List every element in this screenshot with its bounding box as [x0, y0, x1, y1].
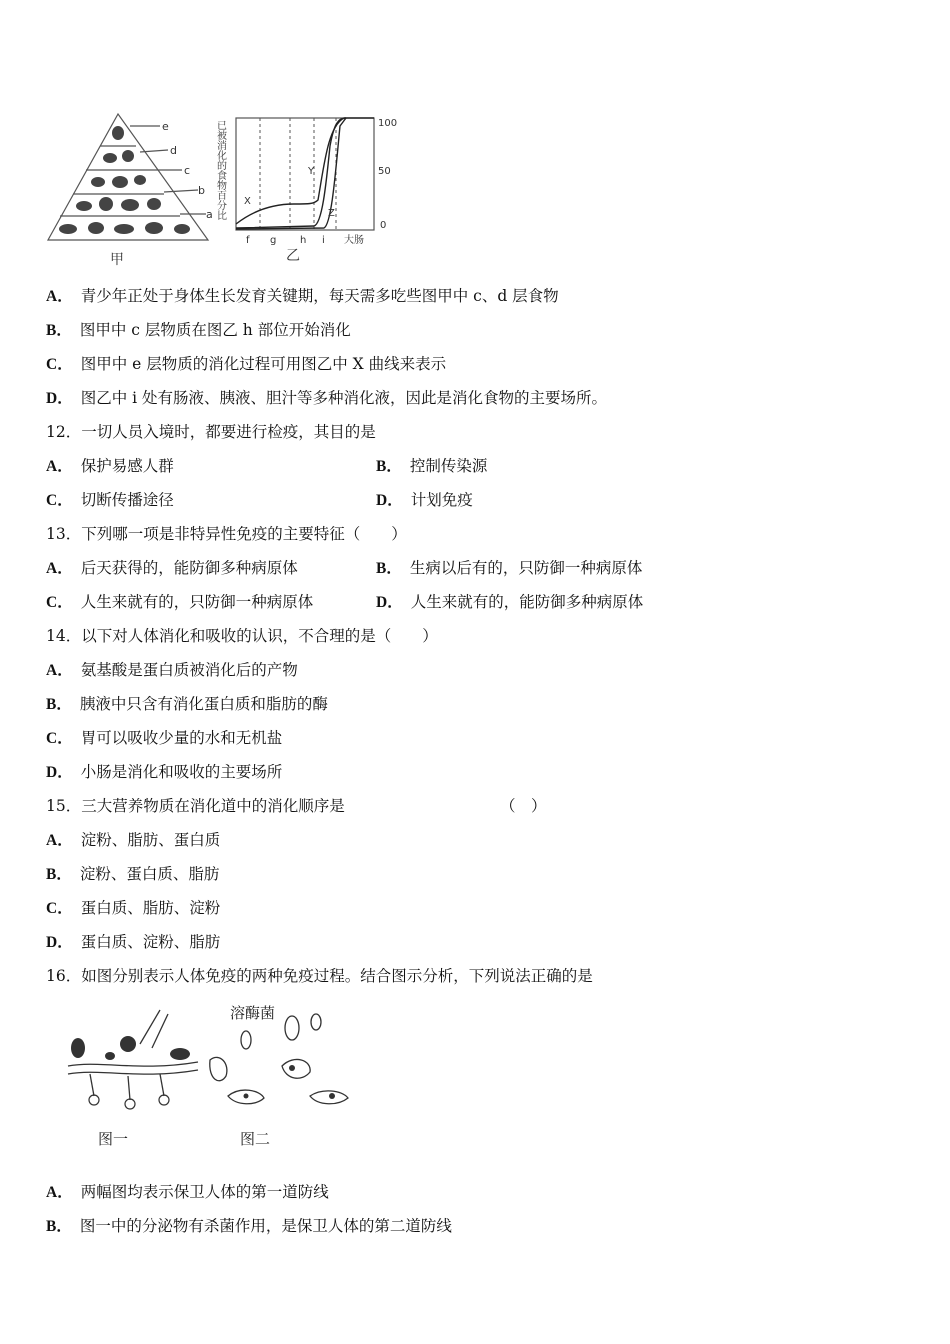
q15-option-d — [46, 932, 220, 953]
option-text: 淀粉、脂肪、蛋白质 — [80, 831, 221, 849]
immune-figure — [60, 1000, 360, 1154]
option-label: C． — [46, 730, 73, 747]
ytick-50: 50 — [378, 166, 391, 177]
q13-option-d — [376, 592, 643, 613]
curve-label-z: Z — [328, 208, 335, 219]
option-label: B． — [46, 866, 72, 883]
food-pyramid-figure — [40, 108, 220, 268]
option-label: A． — [46, 1184, 73, 1201]
option-text: 两幅图均表示保卫人体的第一道防线 — [80, 1183, 329, 1201]
q15-option-c — [46, 898, 220, 919]
option-text: 蛋白质、脂肪、淀粉 — [80, 899, 221, 917]
q11-option-a — [46, 286, 559, 307]
q12-option-d — [376, 490, 473, 511]
q11-option-c — [46, 354, 446, 375]
q15-option-b — [46, 864, 219, 885]
digestion-graph-figure — [214, 106, 404, 270]
option-text: 生病以后有的，只防御一种病原体 — [409, 559, 643, 577]
option-text: 图甲中 c 层物质在图乙 h 部位开始消化 — [79, 321, 351, 339]
option-text: 氨基酸是蛋白质被消化后的产物 — [80, 661, 298, 679]
option-label: A． — [46, 560, 73, 577]
option-text: 图甲中 e 层物质的消化过程可用图乙中 X 曲线来表示 — [80, 355, 447, 373]
xlabel-g: g — [270, 235, 277, 246]
pyramid-label-d: d — [170, 144, 177, 157]
pyramid-label-e: e — [162, 120, 169, 133]
option-text: 切断传播途径 — [80, 491, 174, 509]
q12-option-a — [46, 456, 174, 477]
option-text: 图乙中 i 处有肠液、胰液、胆汁等多种消化液，因此是消化食物的主要场所。 — [80, 389, 608, 407]
graph-ylabel: 已被消化的食物百分比 — [214, 120, 226, 220]
curve-label-y: Y — [308, 166, 315, 177]
q13-option-b — [376, 558, 642, 579]
option-text: 蛋白质、淀粉、脂肪 — [80, 933, 221, 951]
option-text: 图一中的分泌物有杀菌作用，是保卫人体的第二道防线 — [79, 1217, 452, 1235]
option-text: 保护易感人群 — [80, 457, 174, 475]
figure-two-caption: 图二 — [240, 1130, 271, 1148]
option-label: C． — [46, 356, 73, 373]
option-label: D． — [376, 492, 403, 509]
option-label: C． — [46, 594, 73, 611]
q12-option-b — [376, 456, 487, 477]
q13-option-a — [46, 558, 298, 579]
q15-bracket: （ ） — [500, 797, 547, 815]
q14-option-c — [46, 728, 282, 749]
pyramid-label-c: c — [184, 164, 191, 177]
option-label: C． — [46, 492, 73, 509]
q14-option-a — [46, 660, 298, 681]
option-label: A． — [46, 832, 73, 849]
q14-stem: 14．以下对人体消化和吸收的认识，不合理的是（ ） — [46, 627, 438, 645]
option-text: 小肠是消化和吸收的主要场所 — [80, 763, 283, 781]
q13-stem: 13．下列哪一项是非特异性免疫的主要特征（ ） — [46, 525, 407, 543]
option-label: B． — [46, 1218, 72, 1235]
q11-option-d — [46, 388, 607, 409]
option-label: B． — [376, 560, 402, 577]
option-label: D． — [46, 390, 73, 407]
option-text: 人生来就有的，只防御一种病原体 — [80, 593, 314, 611]
option-label: A． — [46, 458, 73, 475]
option-text: 后天获得的，能防御多种病原体 — [80, 559, 298, 577]
q14-option-b — [46, 694, 328, 715]
q15-option-a — [46, 830, 220, 851]
option-text: 胃可以吸收少量的水和无机盐 — [80, 729, 283, 747]
option-text: 青少年正处于身体生长发育关键期，每天需多吃些图甲中 c、d 层食物 — [80, 287, 559, 305]
figure-one-caption: 图一 — [98, 1130, 129, 1148]
ytick-0: 0 — [380, 220, 387, 231]
option-label: C． — [46, 900, 73, 917]
xlabel-i: i — [322, 235, 325, 246]
q16-stem: 16．如图分别表示人体免疫的两种免疫过程。结合图示分析，下列说法正确的是 — [46, 967, 593, 985]
option-label: B． — [46, 696, 72, 713]
option-label: B． — [46, 322, 72, 339]
xlabel-h: h — [300, 235, 307, 246]
q16-option-a — [46, 1182, 329, 1203]
option-text: 人生来就有的，能防御多种病原体 — [410, 593, 644, 611]
option-label: B． — [376, 458, 402, 475]
q12-stem: 12．一切人员入境时，都要进行检疫，其目的是 — [46, 423, 376, 441]
q11-option-b — [46, 320, 351, 341]
option-text: 控制传染源 — [409, 457, 488, 475]
pyramid-label-a: a — [206, 208, 213, 221]
xlabel-large-intestine: 大肠 — [344, 235, 364, 246]
option-label: D． — [376, 594, 403, 611]
option-text: 计划免疫 — [410, 491, 473, 509]
option-label: D． — [46, 764, 73, 781]
q14-option-d — [46, 762, 282, 783]
graph-caption: 乙 — [286, 248, 300, 264]
q16-option-b — [46, 1216, 452, 1237]
curve-label-x: X — [244, 196, 251, 207]
xlabel-f: f — [246, 235, 250, 246]
pyramid-label-b: b — [198, 184, 205, 197]
option-label: A． — [46, 662, 73, 679]
pyramid-caption: 甲 — [110, 252, 124, 268]
q12-option-c — [46, 490, 174, 511]
option-label: A． — [46, 288, 73, 305]
option-text: 淀粉、蛋白质、脂肪 — [79, 865, 220, 883]
q15-stem: 15．三大营养物质在消化道中的消化顺序是 — [46, 797, 345, 815]
option-text: 胰液中只含有消化蛋白质和脂肪的酶 — [79, 695, 328, 713]
lysozyme-label: 溶酶菌 — [230, 1004, 276, 1022]
q13-option-c — [46, 592, 313, 613]
option-label: D． — [46, 934, 73, 951]
ytick-100: 100 — [378, 118, 398, 129]
